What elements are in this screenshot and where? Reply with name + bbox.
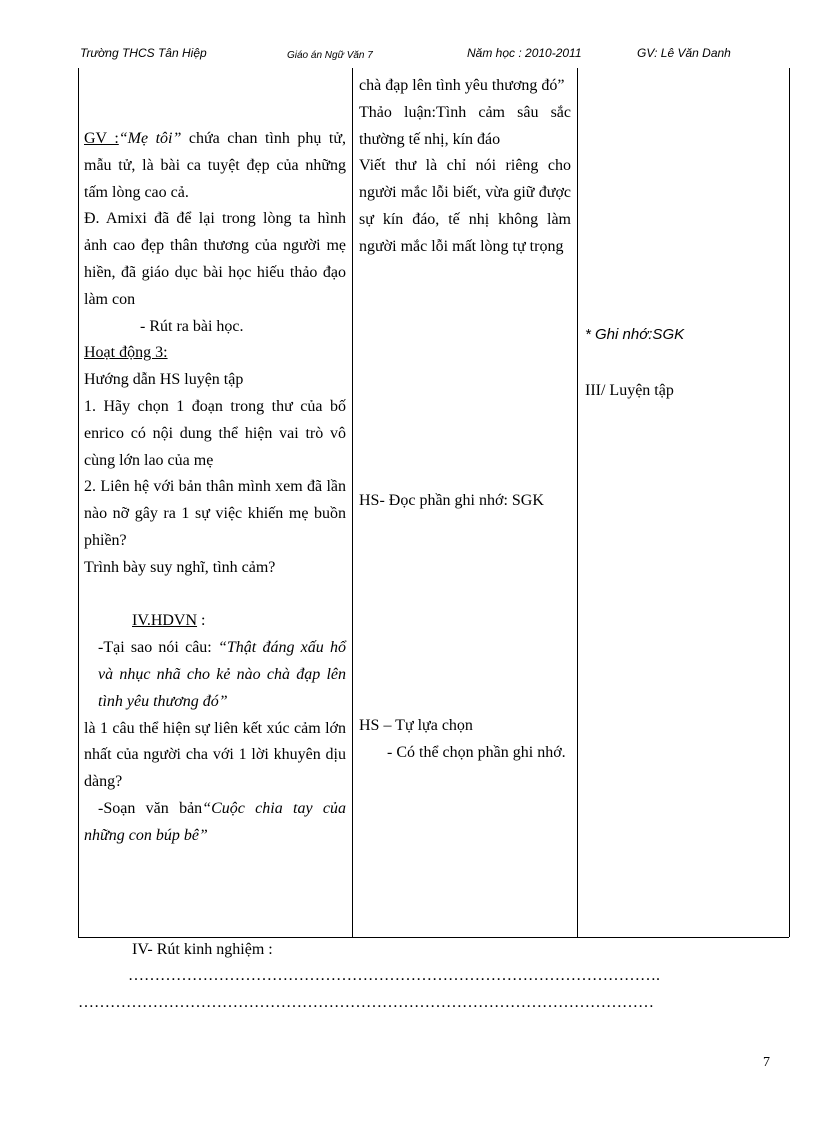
discussion-text: Thảo luận:Tình cảm sâu sắc thường tế nhị, kín đáo [359,103,571,148]
school-year: Năm học : 2010-2011 [467,46,582,60]
teacher-activity-column [84,126,346,850]
hs-choose-text: HS – Tự lựa chọn [359,717,473,734]
dotted-line-1: ………………………………………………………………………………………. [128,967,660,984]
practice-heading: III/ Luyện tập [585,382,674,399]
why-quote: “Thật đáng xấu hổ và nhục nhã cho kẻ nào chà đạp lên tình yêu thương đó” [98,639,347,710]
hs-read-block [359,488,571,515]
hdvn-label: IV.HDVN [132,612,198,630]
gv-title: “Mẹ tôi” [118,130,182,147]
table-bottom-border [78,937,789,938]
teacher-name: GV: Lê Văn Danh [637,46,731,60]
hdvn-colon: : [197,612,206,630]
d-paragraph: Đ. Amixi đã để lại trong lòng ta hình ảnh cao đẹp thân thương của người mẹ hiền, đã giáo dục bài học hiếu thảo đạo làm con [84,210,346,308]
table-divider-2 [577,68,578,937]
question-3: Trình bày suy nghĩ, tình cảm? [84,558,276,576]
why-prefix: -Tại sao nói câu: [98,639,218,657]
gv-paragraph [84,126,346,206]
subject-label: Giáo án Ngữ Văn 7 [287,50,373,61]
letter-text: Viết thư là chỉ nói riêng cho người mắc lỗi biết, vừa giữ được sự kín đáo, tế nhị không làm người mắc lỗi mất lòng tự trọng [359,157,571,255]
hs-read-text: HS- Đọc phần ghi nhớ: SGK [359,492,544,509]
activity-heading: Hoạt động 3: [84,344,168,362]
why-question [84,635,346,715]
hdvn-heading [84,608,346,635]
page-number: 7 [763,1055,770,1070]
question-1: 1. Hãy chọn 1 đoạn trong thư của bố enrico có nội dung thể hiện vai trò vô cùng lớn lao của mẹ [84,397,346,469]
continued-quote: chà đạp lên tình yêu thương đó” [359,77,565,94]
lesson-line: - Rút ra bài học. [140,317,244,335]
prep-title: “Cuộc chia tay của những con búp bê” [84,799,346,844]
table-border-right [789,68,790,937]
experience-heading: IV- Rút kinh nghiệm : [132,941,273,958]
choose-note: - Có thể chọn phần ghi nhớ. [387,743,566,761]
student-activity-column [359,73,571,261]
hs-choose-block [359,713,571,767]
school-name: Trường THCS Tân Hiệp [80,46,207,60]
why-rest: là 1 câu thể hiện sự liên kết xúc cảm lớn nhất của người cha với 1 lời khuyên dịu dàng? [84,719,346,791]
gv-text: chứa chan tình phụ tử, mẫu tử, là bài ca tuyệt đẹp của những tấm lòng cao cả. [84,130,347,201]
prep-prefix: -Soạn văn bản [98,799,203,817]
table-border-left [78,68,79,937]
prep-line [84,796,346,850]
note-sgk: * Ghi nhớ:SGK [585,326,685,343]
table-divider-1 [352,68,353,937]
question-2: 2. Liên hệ với bản thân mình xem đã lần nào nỡ gây ra 1 sự việc khiến mẹ buồn phiền? [84,478,346,549]
guide-line: Hướng dẫn HS luyện tập [84,371,244,389]
gv-label: GV : [84,130,119,147]
dotted-line-2: ……………………………………………………………………………………………… [78,994,654,1011]
